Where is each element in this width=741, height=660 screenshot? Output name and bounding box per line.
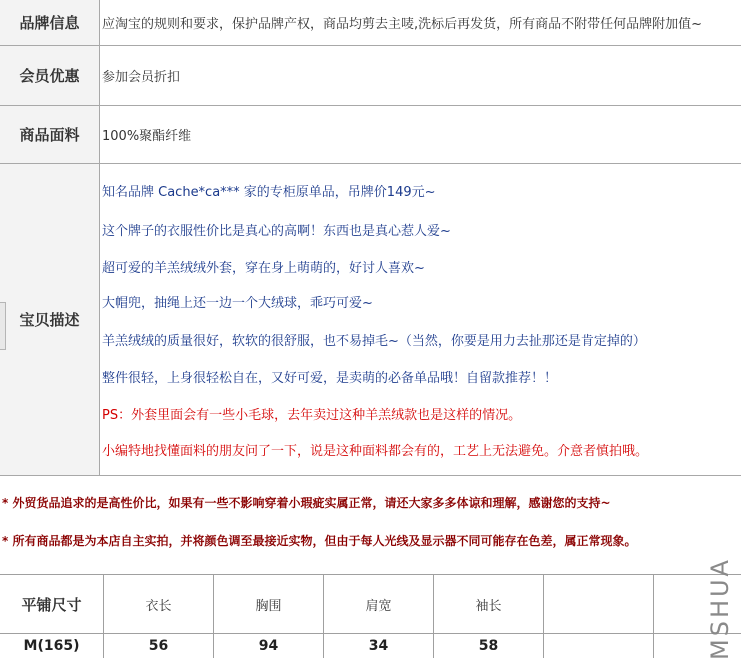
description-line: 超可爱的羊羔绒绒外套，穿在身上萌萌的，好讨人喜欢~: [102, 261, 425, 276]
fabric-value: 100%聚酯纤维: [102, 129, 192, 144]
brand-info-row: [0, 0, 741, 46]
size-cell: 34: [324, 634, 434, 658]
size-header-cell: 袖长: [434, 575, 544, 633]
description-line: 小编特地找懂面料的朋友问了一下，说是这种面料都会有的，工艺上无法避免。介意者慎拍哦。: [102, 444, 649, 459]
size-table-header: [0, 575, 741, 634]
notice-color: * 所有商品都是为本店自主实拍，并将颜色调至最接近实物，但由于每人光线及显示器不同可能存在色差，属正常现象。: [2, 534, 637, 548]
size-cell: 56: [104, 634, 214, 658]
description-line: 这个牌子的衣服性价比是真心的高啊！东西也是真心惹人爱~: [102, 224, 451, 239]
notice-quality: * 外贸货品追求的是高性价比，如果有一些不影响穿着小瑕疵实属正常，请还大家多多体谅和理解，感谢您的支持~: [2, 496, 611, 510]
side-tab-marker: [0, 302, 6, 350]
member-discount-row: [0, 46, 741, 106]
brand-info-label: 品牌信息: [0, 0, 100, 45]
size-cell: M(165): [0, 634, 104, 658]
description-line: 羊羔绒绒的质量很好，软软的很舒服，也不易掉毛~（当然，你要是用力去扯那还是肯定掉的）: [102, 334, 646, 349]
size-header-cell: 衣长: [104, 575, 214, 633]
description-row: [0, 164, 741, 476]
fabric-row: [0, 106, 741, 164]
member-discount-value: 参加会员折扣: [102, 70, 181, 85]
size-cell: 58: [434, 634, 544, 658]
description-line: 大帽兜，抽绳上还一边一个大绒球，乖巧可爱~: [102, 296, 373, 311]
fabric-label: 商品面料: [0, 106, 100, 163]
description-label: 宝贝描述: [0, 164, 100, 475]
size-header-cell: 肩宽: [324, 575, 434, 633]
size-cell: [544, 634, 654, 658]
notice-box: [0, 476, 741, 564]
size-header-cell: 胸围: [214, 575, 324, 633]
size-table: [0, 574, 741, 657]
description-line: PS：外套里面会有一些小毛球，去年卖过这种羊羔绒款也是这样的情况。: [102, 408, 522, 423]
brand-info-value: 应淘宝的规则和要求，保护品牌产权，商品均剪去主唛,洗标后再发货，所有商品不附带任何品牌附加值~: [102, 17, 703, 32]
member-discount-label: 会员优惠: [0, 46, 100, 105]
size-cell: 94: [214, 634, 324, 658]
size-header-cell: [544, 575, 654, 633]
description-line: 整件很轻，上身很轻松自在，又好可爱，是卖萌的必备单品哦！自留款推荐！！: [102, 371, 558, 386]
size-table-row: [0, 634, 741, 658]
watermark: MSHUA: [706, 557, 734, 660]
size-header-cell: 平铺尺寸: [0, 575, 104, 633]
description-line: 知名品牌 Cache*ca*** 家的专柜原单品，吊牌价149元~: [102, 185, 436, 200]
